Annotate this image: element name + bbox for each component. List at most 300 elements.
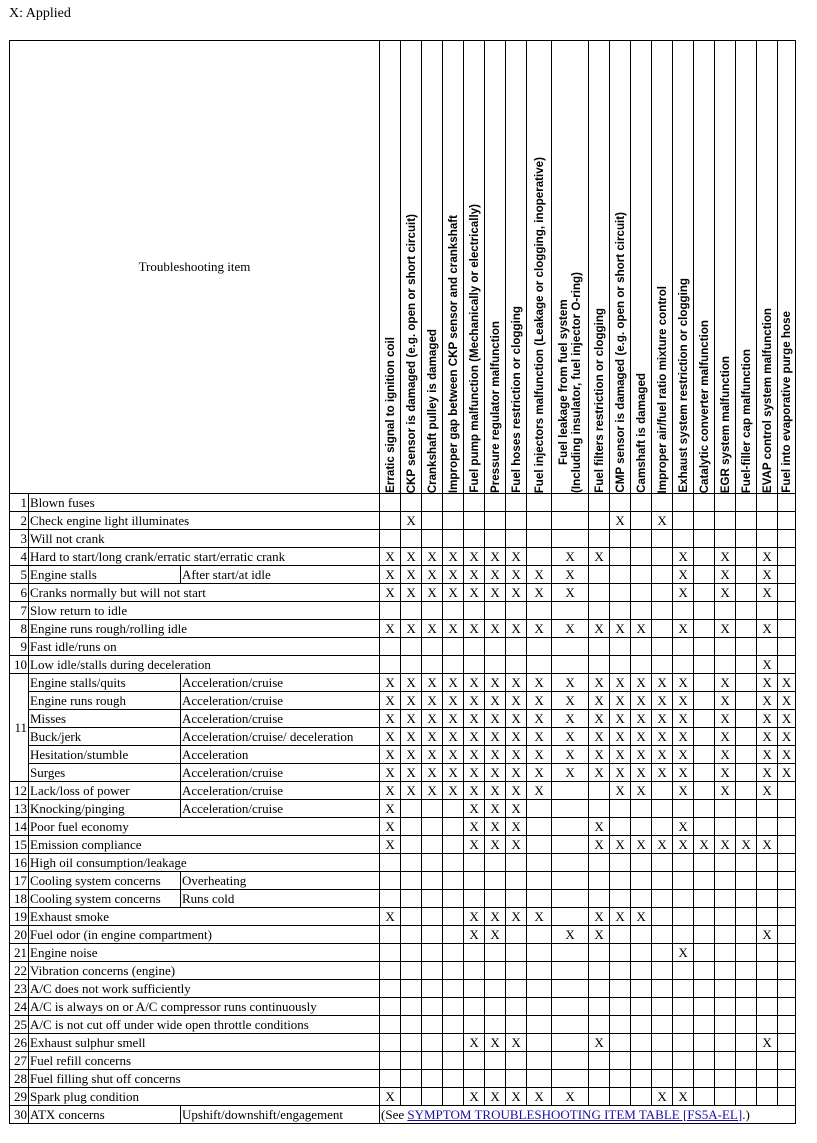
row-number: 17 [10,872,29,890]
applied-cell: X [380,710,401,728]
cause-column-header [631,41,652,494]
applied-cell [422,512,443,530]
applied-cell: X [652,746,673,764]
applied-cell: X [610,728,631,746]
applied-cell: X [464,836,485,854]
row-number: 24 [10,998,29,1016]
applied-cell [527,602,552,620]
applied-cell: X [631,620,652,638]
applied-cell: X [552,926,589,944]
applied-cell [443,656,464,674]
applied-cell [552,998,589,1016]
applied-cell: X [589,548,610,566]
applied-cell [757,638,778,656]
applied-cell [673,530,694,548]
applied-cell [401,998,422,1016]
applied-cell [401,854,422,872]
applied-cell [464,1016,485,1034]
cause-column-label-line: Fuel into evaporative purge hose [780,311,794,493]
cause-column-label-line: EVAP control system malfunction [760,307,774,493]
applied-cell [694,800,715,818]
cause-column-label [635,370,648,493]
applied-cell [589,602,610,620]
applied-cell [673,890,694,908]
applied-cell [380,494,401,512]
cause-column-label-line: Exhaust system restriction or clogging [676,278,690,493]
cause-column-header [778,41,796,494]
applied-cell [422,926,443,944]
applied-cell: X [401,620,422,638]
applied-cell [736,1088,757,1106]
applied-cell [380,854,401,872]
cause-column-header [422,41,443,494]
applied-cell: X [652,692,673,710]
applied-cell [506,926,527,944]
cause-column-label [677,275,690,493]
applied-cell: X [715,746,736,764]
applied-cell: X [443,548,464,566]
applied-cell: X [673,818,694,836]
applied-cell: X [589,836,610,854]
condition: Acceleration/cruise [181,800,380,818]
applied-cell: X [631,746,652,764]
cause-column-label-line: CKP sensor is damaged (e.g. open or short circuit) [404,213,418,493]
applied-cell [736,764,757,782]
applied-cell: X [401,746,422,764]
cause-column-label [593,305,606,493]
applied-cell [380,980,401,998]
applied-cell [694,656,715,674]
applied-cell [694,890,715,908]
applied-cell [464,998,485,1016]
applied-cell [778,620,796,638]
row-number: 21 [10,944,29,962]
applied-cell [464,944,485,962]
applied-cell [673,512,694,530]
cause-column-label [384,334,397,493]
applied-cell [652,656,673,674]
applied-cell [736,800,757,818]
applied-cell [610,980,631,998]
applied-cell [673,998,694,1016]
applied-cell: X [552,728,589,746]
table-row [10,1070,796,1088]
cause-column-label-line: Camshaft is damaged [634,373,648,493]
applied-cell [485,494,506,512]
applied-cell [589,1070,610,1088]
applied-cell [694,512,715,530]
applied-cell [589,980,610,998]
applied-cell: X [506,548,527,566]
applied-cell: X [715,548,736,566]
applied-cell [506,1052,527,1070]
row-number: 1 [10,494,29,512]
applied-cell: X [401,674,422,692]
troubleshooting-item: Fuel filling shut off concerns [29,1070,380,1088]
applied-cell: X [380,620,401,638]
applied-cell [757,872,778,890]
applied-cell [778,1070,796,1088]
applied-cell: X [527,620,552,638]
applied-cell [694,1088,715,1106]
applied-cell [631,998,652,1016]
condition: Acceleration/cruise [181,764,380,782]
row-number: 9 [10,638,29,656]
applied-cell [673,800,694,818]
cause-column-label-line: Fuel pump malfunction (Mechanically or electrically) [467,204,481,493]
applied-cell [694,548,715,566]
applied-cell [401,656,422,674]
applied-cell [401,530,422,548]
applied-cell: X [527,746,552,764]
cause-column-label [489,318,502,493]
applied-cell [443,926,464,944]
applied-cell: X [631,692,652,710]
applied-cell: X [422,710,443,728]
applied-cell [694,638,715,656]
applied-cell [422,854,443,872]
applied-cell: X [552,764,589,782]
applied-cell [380,530,401,548]
applied-cell: X [757,584,778,602]
applied-cell [422,890,443,908]
table-row [10,908,796,926]
applied-cell [652,980,673,998]
applied-cell [422,638,443,656]
applied-cell: X [506,764,527,782]
applied-cell: X [673,674,694,692]
applied-cell: X [443,710,464,728]
applied-cell: X [610,512,631,530]
applied-cell: X [552,1088,589,1106]
troubleshooting-item: Exhaust sulphur smell [29,1034,380,1052]
cause-column-header [506,41,527,494]
applied-cell [380,638,401,656]
applied-cell [694,530,715,548]
troubleshooting-item: ATX concerns [29,1106,181,1124]
applied-cell [631,494,652,512]
row-number: 25 [10,1016,29,1034]
applied-cell [736,890,757,908]
applied-cell: X [401,548,422,566]
applied-cell: X [485,746,506,764]
applied-cell [631,602,652,620]
applied-cell [736,692,757,710]
applied-cell [610,944,631,962]
applied-cell: X [652,764,673,782]
applied-cell [715,962,736,980]
troubleshooting-item: Blown fuses [29,494,380,512]
applied-cell [778,602,796,620]
applied-cell [694,980,715,998]
row-number: 16 [10,854,29,872]
applied-cell [380,1052,401,1070]
applied-cell [694,962,715,980]
applied-cell [610,1052,631,1070]
cause-column-header [401,41,422,494]
applied-cell: X [589,926,610,944]
applied-cell [778,800,796,818]
applied-cell: X [485,800,506,818]
applied-cell [631,548,652,566]
applied-cell: X [610,908,631,926]
applied-cell: X [443,782,464,800]
applied-cell [631,656,652,674]
cause-column-label-line: CMP sensor is damaged (e.g. open or short circuit) [613,212,627,493]
cause-column-header [715,41,736,494]
applied-cell [631,566,652,584]
applied-cell [736,872,757,890]
applied-cell: X [380,566,401,584]
applied-cell [694,494,715,512]
applied-cell [652,620,673,638]
applied-cell [610,602,631,620]
applied-cell: X [422,728,443,746]
applied-cell: X [443,620,464,638]
applied-cell [694,1070,715,1088]
applied-cell [589,782,610,800]
applied-cell [422,980,443,998]
applied-cell: X [715,710,736,728]
applied-cell [552,980,589,998]
applied-cell [736,818,757,836]
applied-cell: X [380,800,401,818]
applied-cell [736,926,757,944]
applied-cell: X [778,746,796,764]
applied-cell: X [464,1034,485,1052]
applied-cell: X [380,836,401,854]
applied-cell [610,818,631,836]
condition: After start/at idle [181,566,380,584]
applied-cell: X [464,746,485,764]
troubleshooting-item: Engine stalls [29,566,181,584]
table-row [10,1052,796,1070]
table-row [10,944,796,962]
applied-cell: X [464,620,485,638]
applied-cell [443,872,464,890]
applied-cell [631,512,652,530]
applied-cell [443,512,464,530]
applied-cell [401,836,422,854]
applied-cell: X [422,692,443,710]
applied-cell [589,530,610,548]
applied-cell: X [631,764,652,782]
applied-cell: X [673,548,694,566]
applied-cell [736,1070,757,1088]
applied-cell [652,530,673,548]
applied-cell: X [443,746,464,764]
applied-cell [589,998,610,1016]
applied-cell [401,638,422,656]
cause-column-label [761,305,774,493]
troubleshooting-item: A/C is always on or A/C compressor runs continuously [29,998,380,1016]
applied-cell [694,728,715,746]
applied-cell [506,1016,527,1034]
applied-cell [757,998,778,1016]
applied-cell: X [757,836,778,854]
cause-column-label-line: Fuel hoses restriction or clogging [509,306,523,493]
applied-cell [380,602,401,620]
applied-cell [778,1052,796,1070]
applied-cell: X [485,674,506,692]
applied-cell [401,1016,422,1034]
applied-cell [422,530,443,548]
table-row [10,692,796,710]
applied-cell: X [610,782,631,800]
applied-cell [464,494,485,512]
applied-cell [422,1034,443,1052]
applied-cell [506,944,527,962]
applied-cell: X [631,710,652,728]
applied-cell: X [485,836,506,854]
applied-cell [589,1088,610,1106]
applied-cell [527,980,552,998]
applied-cell [610,926,631,944]
applied-cell [736,998,757,1016]
symptom-table-link[interactable]: SYMPTOM TROUBLESHOOTING ITEM TABLE [FS5A-EL] [407,1106,743,1122]
applied-cell [736,746,757,764]
applied-cell [401,926,422,944]
applied-cell [652,566,673,584]
applied-cell [380,998,401,1016]
applied-cell [715,872,736,890]
applied-cell: X [380,818,401,836]
applied-cell: X [589,1034,610,1052]
applied-cell: X [422,746,443,764]
cause-column-label [780,308,793,493]
applied-cell: X [757,692,778,710]
row-number: 18 [10,890,29,908]
applied-cell [589,656,610,674]
row-number: 23 [10,980,29,998]
applied-cell [778,566,796,584]
applied-cell: X [673,620,694,638]
troubleshooting-item: Knocking/pinging [29,800,181,818]
applied-cell [610,854,631,872]
applied-cell [401,1052,422,1070]
troubleshooting-item: Buck/jerk [29,728,181,746]
applied-cell [736,530,757,548]
cause-column-label [533,154,546,493]
applied-cell: X [506,674,527,692]
applied-cell [552,944,589,962]
applied-cell: X [715,836,736,854]
applied-cell: X [380,1088,401,1106]
applied-cell [589,512,610,530]
applied-cell: X [631,836,652,854]
applied-cell: X [380,782,401,800]
applied-cell [610,530,631,548]
applied-cell [401,1034,422,1052]
row-number: 26 [10,1034,29,1052]
applied-cell: X [464,584,485,602]
applied-cell [552,872,589,890]
applied-cell [715,908,736,926]
applied-cell [694,602,715,620]
applied-cell [380,1016,401,1034]
applied-cell [443,890,464,908]
applied-cell: X [757,1034,778,1052]
applied-cell [757,1070,778,1088]
symptom-troubleshooting-table [9,40,796,1124]
applied-cell [757,800,778,818]
applied-cell [506,638,527,656]
applied-cell [443,1034,464,1052]
applied-cell: X [401,692,422,710]
applied-cell: X [464,818,485,836]
cause-column-header [527,41,552,494]
applied-cell [715,980,736,998]
applied-cell [443,1052,464,1070]
applied-cell: X [527,728,552,746]
applied-cell [757,944,778,962]
applied-cell: X [715,620,736,638]
applied-cell [443,980,464,998]
applied-cell [631,818,652,836]
applied-cell: X [757,548,778,566]
applied-cell [589,890,610,908]
applied-cell: X [380,764,401,782]
row-number: 30 [10,1106,29,1124]
applied-cell [527,836,552,854]
applied-cell [715,926,736,944]
applied-cell [610,872,631,890]
applied-cell [673,908,694,926]
applied-cell [527,998,552,1016]
applied-cell [552,494,589,512]
applied-cell: X [506,710,527,728]
table-row [10,530,796,548]
applied-cell [778,872,796,890]
applied-cell [673,1034,694,1052]
applied-cell [527,548,552,566]
condition: Runs cold [181,890,380,908]
applied-cell: X [552,620,589,638]
applied-cell: X [380,584,401,602]
troubleshooting-item: A/C is not cut off under wide open throttle conditions [29,1016,380,1034]
applied-cell [715,854,736,872]
applied-cell: X [652,836,673,854]
applied-cell: X [422,548,443,566]
table-row [10,674,796,692]
applied-cell [778,908,796,926]
troubleshooting-item: Hard to start/long crank/erratic start/erratic crank [29,548,380,566]
applied-cell: X [485,584,506,602]
applied-cell [778,962,796,980]
row-number: 13 [10,800,29,818]
see-after: .) [742,1106,750,1122]
applied-cell: X [443,566,464,584]
applied-cell [652,800,673,818]
applied-cell [401,1088,422,1106]
applied-cell: X [673,782,694,800]
table-row [10,818,796,836]
applied-cell [464,962,485,980]
table-row [10,872,796,890]
applied-cell [652,1052,673,1070]
applied-cell: X [589,818,610,836]
table-row [10,764,796,782]
applied-cell: X [506,692,527,710]
table-row [10,620,796,638]
applied-cell [552,818,589,836]
applied-cell: X [506,728,527,746]
condition: Acceleration/cruise [181,674,380,692]
table-row [10,1106,796,1124]
applied-cell: X [485,782,506,800]
applied-cell [610,548,631,566]
applied-cell [736,548,757,566]
